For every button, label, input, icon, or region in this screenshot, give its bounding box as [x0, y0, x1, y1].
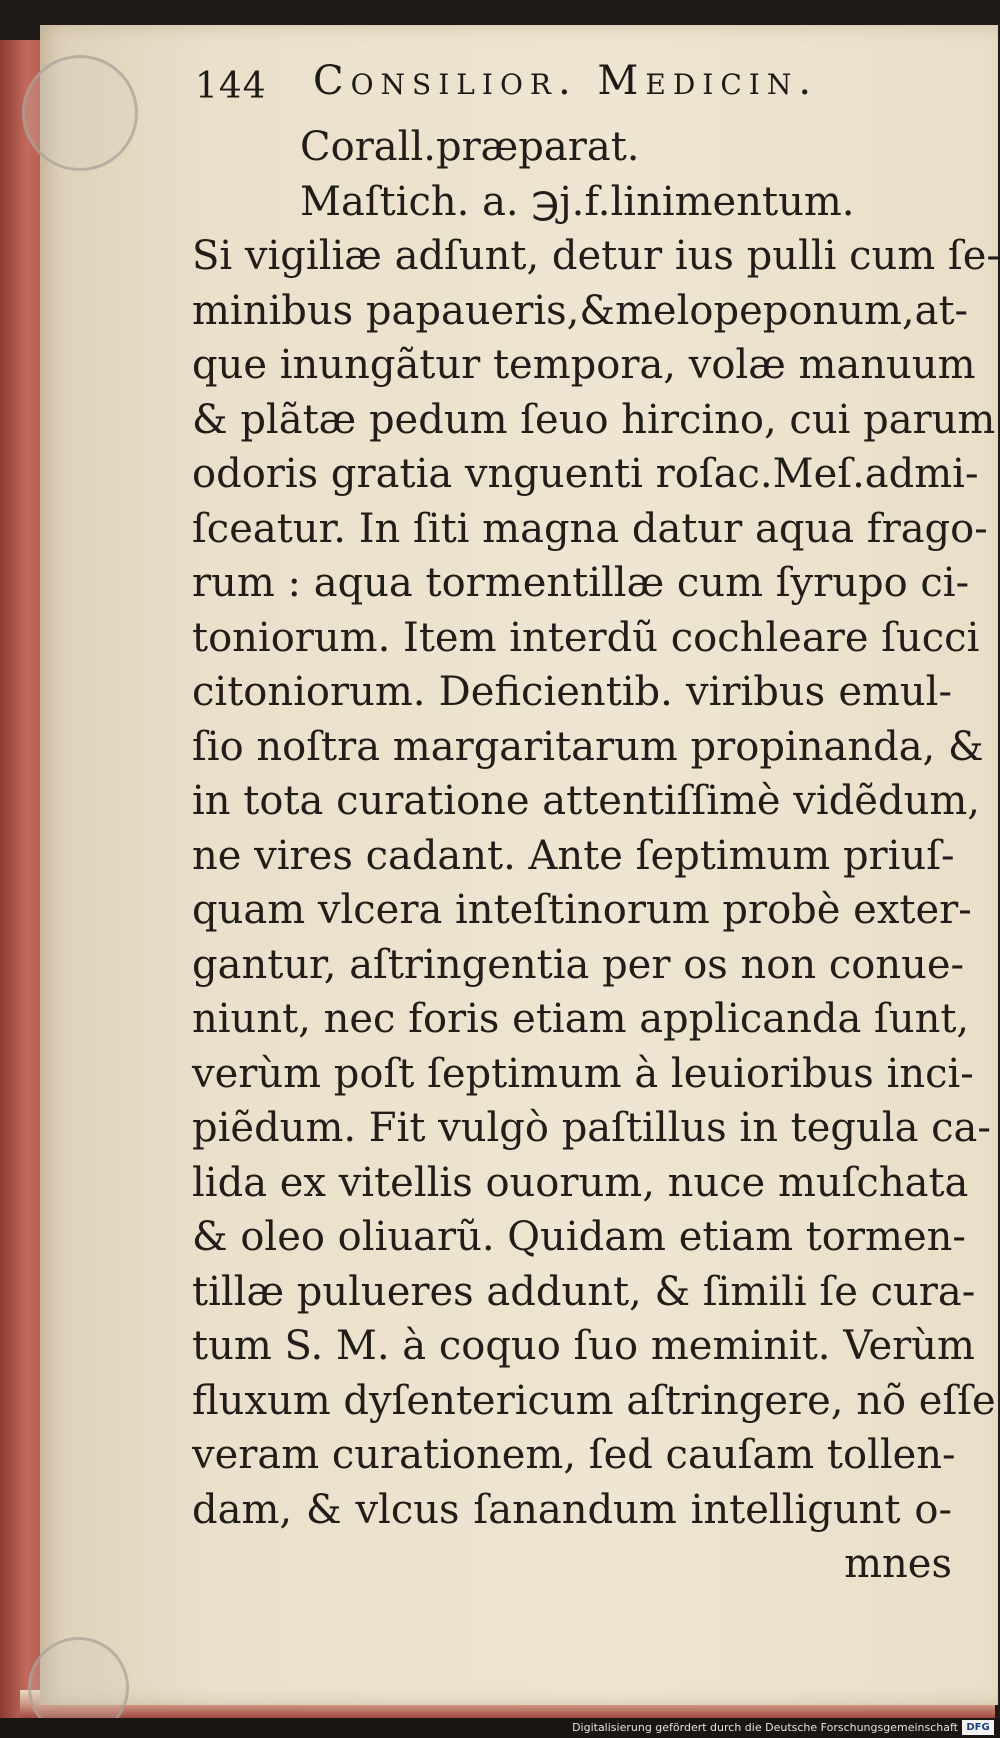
text-line: & oleo oliuarũ. Quidam etiam tormen-	[192, 1214, 966, 1260]
text-line: gantur, aſtringentia per os non conue-	[192, 941, 965, 988]
text-line: citoniorum. Deficientib. viribus emul-	[192, 669, 952, 715]
text-line: odoris gratia vnguenti roſac.Meſ.admi-	[192, 451, 979, 497]
funding-credit: Digitalisierung gefördert durch die Deutsche Forschungsgemeinschaft	[572, 1721, 958, 1734]
text-line: ne vires cadant. Ante ſeptimum priuſ-	[192, 832, 955, 879]
text-line: minibus papaueris,&melopeponum,at-	[192, 287, 969, 334]
text-line: & plãtæ pedum ſeuo hircino, cui parum	[192, 396, 996, 443]
text-line: rum : aqua tormentillæ cum ſyrupo ci-	[192, 560, 970, 606]
text-line: dam, & vlcus ſanandum intelligunt o-	[192, 1486, 952, 1533]
text-line: Corall.præparat.	[300, 124, 640, 170]
text-line: ſio noſtra margaritarum propinanda, &	[192, 723, 984, 770]
running-head: Consilior. Medicin.	[313, 58, 819, 104]
text-line: tillæ pulueres addunt, & ſimili ſe cura-	[192, 1268, 976, 1315]
dfg-logo: DFG	[962, 1720, 994, 1735]
catchword: mnes	[844, 1541, 952, 1587]
footer-bar	[0, 1718, 1000, 1738]
page-number: 144	[195, 66, 267, 107]
text-line: que inungãtur tempora, volæ manuum	[192, 342, 976, 388]
text-line: ſceatur. In ſiti magna datur aqua frago-	[192, 505, 988, 552]
text-line: verùm poſt ſeptimum à leuioribus inci-	[192, 1050, 974, 1097]
text-line: quam vlcera inteſtinorum probè exter-	[192, 887, 972, 933]
text-line: toniorum. Item interdũ cochleare ſucci	[192, 614, 980, 661]
page-clip-icon	[22, 55, 138, 171]
body-text	[192, 120, 1000, 1592]
text-line: lida ex vitellis ouorum, nuce muſchata	[192, 1159, 969, 1206]
text-line: in tota curatione attentiſſimè vidẽdum,	[192, 778, 980, 824]
text-line: niunt, nec foris etiam applicanda ſunt,	[192, 996, 970, 1042]
text-line: veram curationem, ſed cauſam tollen-	[192, 1432, 956, 1478]
text-line: Si vigiliæ adſunt, detur ius pulli cum ſe-	[192, 233, 1000, 279]
text-line: fluxum dyſentericum aſtringere, nõ eſſe	[192, 1377, 996, 1424]
text-line: tum S. M. à coquo ſuo meminit. Verùm	[192, 1323, 975, 1369]
text-line: piẽdum. Fit vulgò paſtillus in tegula ca-	[192, 1105, 991, 1151]
page-header	[195, 50, 955, 110]
text-line: Maſtich. a. ℈j.f.linimentum.	[300, 178, 855, 225]
